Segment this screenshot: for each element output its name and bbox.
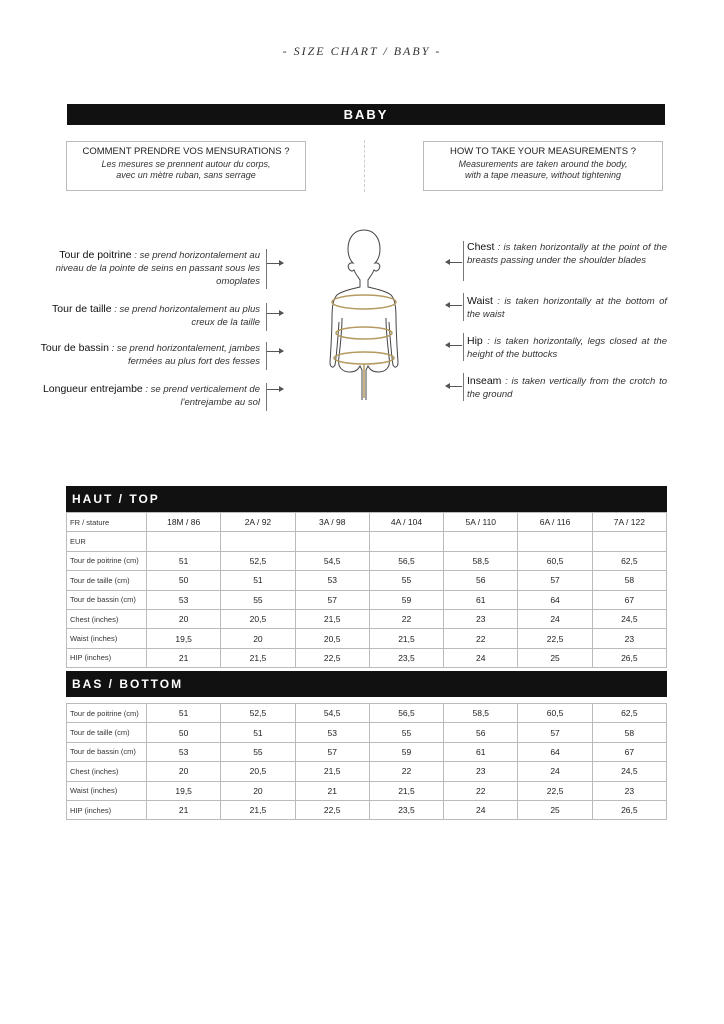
table-cell: 20,5 (295, 629, 369, 648)
connector-line (463, 373, 464, 401)
table-cell: 24,5 (592, 762, 666, 781)
measure-en-desc: : is taken vertically from the crotch to the ground (467, 376, 667, 400)
table-cell: 21 (295, 781, 369, 800)
table-cell: 22 (444, 781, 518, 800)
divider (364, 140, 365, 192)
table-cell (444, 532, 518, 551)
table-cell: 19,5 (147, 629, 221, 648)
column-header: 6A / 116 (518, 513, 592, 532)
howto-box-en (423, 141, 663, 191)
page-title: - SIZE CHART / BABY - (282, 44, 442, 58)
column-header: 5A / 110 (444, 513, 518, 532)
table-cell: 21,5 (221, 648, 295, 667)
table-cell: 67 (592, 590, 666, 609)
measure-en-label: Waist (467, 295, 493, 307)
row-label: HIP (inches) (67, 648, 147, 667)
table-cell: 60,5 (518, 704, 592, 723)
column-header: 3A / 98 (295, 513, 369, 532)
table-cell: 58,5 (444, 551, 518, 570)
table-row-eur (67, 532, 667, 551)
table-cell: 22 (444, 629, 518, 648)
table-cell: 21,5 (369, 629, 443, 648)
measure-en-label: Hip (467, 335, 483, 347)
table-cell: 21,5 (295, 609, 369, 628)
table-row (67, 571, 667, 590)
howto-title-en: HOW TO TAKE YOUR MEASUREMENTS ? (450, 146, 636, 157)
table-cell: 54,5 (295, 704, 369, 723)
table-row (67, 800, 667, 819)
table-cell: 20 (147, 762, 221, 781)
table-cell (518, 532, 592, 551)
arrow-right-icon (267, 389, 283, 390)
table-cell: 54,5 (295, 551, 369, 570)
table-cell: 25 (518, 648, 592, 667)
table-cell: 20,5 (221, 609, 295, 628)
table-cell: 20 (221, 781, 295, 800)
arrow-left-icon (446, 386, 462, 387)
measure-en-label: Inseam (467, 375, 502, 387)
arrow-right-icon (267, 263, 283, 264)
table-cell (221, 532, 295, 551)
row-label: Tour de poitrine (cm) (67, 551, 147, 570)
size-table-bottom (66, 703, 667, 820)
connector-line (266, 383, 267, 411)
measure-en-waist (467, 295, 667, 321)
table-cell: 62,5 (592, 551, 666, 570)
measure-fr-label: Longueur entrejambe (42, 383, 143, 395)
arrow-right-icon (267, 313, 283, 314)
table-cell: 51 (221, 571, 295, 590)
howto-line1-en: Measurements are taken around the body, (458, 159, 628, 169)
connector-line (266, 342, 267, 370)
table-cell: 53 (295, 723, 369, 742)
table-cell: 24 (518, 762, 592, 781)
row-label: Chest (inches) (67, 762, 147, 781)
measure-fr-desc: : se prend horizontalement au plus creux de la taille (111, 304, 260, 328)
table-cell: 21 (147, 648, 221, 667)
measure-en-desc: : is taken horizontally at the point of the breasts passing under the shoulder blades (467, 242, 667, 266)
table-eur-label: EUR (67, 532, 147, 551)
row-label: HIP (inches) (67, 800, 147, 819)
howto-line2-en: with a tape measure, without tightening (464, 170, 622, 180)
arrow-left-icon (446, 262, 462, 263)
measure-fr-label: Tour de poitrine (59, 249, 132, 261)
table-cell: 20,5 (221, 762, 295, 781)
table-cell: 51 (147, 704, 221, 723)
measure-en-label: Chest (467, 241, 495, 253)
table-cell: 59 (369, 742, 443, 761)
table-cell: 57 (518, 723, 592, 742)
measure-fr-inseam (40, 383, 260, 409)
table-cell: 25 (518, 800, 592, 819)
table-cell: 55 (221, 590, 295, 609)
table-header-label: FR / stature (67, 513, 147, 532)
column-header: 18M / 86 (147, 513, 221, 532)
table-cell: 58 (592, 723, 666, 742)
column-header: 2A / 92 (221, 513, 295, 532)
measure-fr-label: Tour de taille (52, 303, 112, 315)
table-row (67, 742, 667, 761)
measure-fr-desc: : se prend horizontalement, jambes fermées au plus fort des fesses (108, 343, 260, 367)
table-cell: 26,5 (592, 800, 666, 819)
measure-fr-chest (40, 249, 260, 288)
table-cell (147, 532, 221, 551)
row-label: Tour de poitrine (cm) (67, 704, 147, 723)
table-cell: 57 (295, 742, 369, 761)
measure-fr-desc: : se prend horizontalement au niveau de la pointe de seins en passant sous les omoplates (55, 250, 260, 287)
row-label: Tour de taille (cm) (67, 571, 147, 590)
table-cell: 52,5 (221, 704, 295, 723)
row-label: Tour de taille (cm) (67, 723, 147, 742)
measure-en-chest (467, 241, 667, 267)
table-cell: 55 (369, 571, 443, 590)
table-cell: 51 (147, 551, 221, 570)
table-cell: 23 (592, 781, 666, 800)
table-cell: 58 (592, 571, 666, 590)
table-row (67, 723, 667, 742)
table-cell (369, 532, 443, 551)
table-cell: 56,5 (369, 551, 443, 570)
table-cell: 58,5 (444, 704, 518, 723)
section-title-top: HAUT / TOP (66, 486, 667, 512)
arrow-right-icon (267, 351, 283, 352)
table-cell: 61 (444, 742, 518, 761)
table-row (67, 704, 667, 723)
table-cell: 19,5 (147, 781, 221, 800)
table-cell: 21,5 (221, 800, 295, 819)
table-cell: 20 (147, 609, 221, 628)
measure-fr-label: Tour de bassin (40, 342, 109, 354)
table-cell: 22,5 (518, 781, 592, 800)
column-header: 7A / 122 (592, 513, 666, 532)
table-cell: 56,5 (369, 704, 443, 723)
measure-en-hip (467, 335, 667, 361)
table-cell: 22,5 (295, 800, 369, 819)
table-cell: 61 (444, 590, 518, 609)
connector-line (463, 241, 464, 281)
table-cell: 50 (147, 723, 221, 742)
table-cell: 64 (518, 742, 592, 761)
table-row (67, 551, 667, 570)
table-cell: 57 (295, 590, 369, 609)
howto-title-fr: COMMENT PRENDRE VOS MENSURATIONS ? (82, 146, 290, 157)
column-header: 4A / 104 (369, 513, 443, 532)
table-cell: 52,5 (221, 551, 295, 570)
row-label: Tour de bassin (cm) (67, 742, 147, 761)
howto-line2-fr: avec un mètre ruban, sans serrage (116, 170, 256, 180)
measure-fr-hip (40, 342, 260, 368)
table-cell: 24 (444, 800, 518, 819)
table-cell: 22,5 (518, 629, 592, 648)
measure-fr-desc: : se prend verticalement de l'entrejambe au sol (142, 384, 260, 408)
howto-line1-fr: Les mesures se prennent autour du corps, (101, 159, 271, 169)
connector-line (463, 333, 464, 361)
measure-en-inseam (467, 375, 667, 401)
table-cell: 23,5 (369, 648, 443, 667)
arrow-left-icon (446, 345, 462, 346)
row-label: Chest (inches) (67, 609, 147, 628)
table-cell: 24 (444, 648, 518, 667)
table-row (67, 781, 667, 800)
baby-banner: BABY (67, 104, 665, 125)
table-cell: 56 (444, 571, 518, 590)
table-cell: 22 (369, 609, 443, 628)
table-cell: 24,5 (592, 609, 666, 628)
table-cell: 23 (444, 609, 518, 628)
table-cell: 55 (221, 742, 295, 761)
table-cell: 67 (592, 742, 666, 761)
child-figure-icon (322, 222, 406, 402)
table-cell: 21 (147, 800, 221, 819)
table-cell: 59 (369, 590, 443, 609)
table-cell: 53 (147, 742, 221, 761)
arrow-left-icon (446, 305, 462, 306)
table-row (67, 609, 667, 628)
table-cell: 62,5 (592, 704, 666, 723)
connector-line (266, 303, 267, 331)
table-cell: 57 (518, 571, 592, 590)
row-label: Waist (inches) (67, 781, 147, 800)
table-cell: 23 (444, 762, 518, 781)
measure-en-desc: : is taken horizontally at the bottom of the waist (467, 296, 667, 320)
table-cell: 22,5 (295, 648, 369, 667)
measure-fr-waist (40, 303, 260, 329)
measure-en-desc: : is taken horizontally, legs closed at the height of the buttocks (467, 336, 667, 360)
table-cell: 24 (518, 609, 592, 628)
table-cell: 53 (295, 571, 369, 590)
table-cell: 21,5 (369, 781, 443, 800)
table-cell (592, 532, 666, 551)
howto-box-fr (66, 141, 306, 191)
table-row-header (67, 513, 667, 532)
table-cell: 22 (369, 762, 443, 781)
table-cell: 56 (444, 723, 518, 742)
table-cell (295, 532, 369, 551)
table-cell: 51 (221, 723, 295, 742)
row-label: Waist (inches) (67, 629, 147, 648)
size-table-top (66, 512, 667, 668)
row-label: Tour de bassin (cm) (67, 590, 147, 609)
table-cell: 60,5 (518, 551, 592, 570)
table-cell: 23 (592, 629, 666, 648)
table-cell: 50 (147, 571, 221, 590)
table-cell: 21,5 (295, 762, 369, 781)
table-row (67, 590, 667, 609)
table-cell: 55 (369, 723, 443, 742)
table-cell: 23,5 (369, 800, 443, 819)
section-title-bottom: BAS / BOTTOM (66, 671, 667, 697)
connector-line (266, 249, 267, 289)
table-row (67, 629, 667, 648)
table-cell: 64 (518, 590, 592, 609)
table-cell: 53 (147, 590, 221, 609)
connector-line (463, 293, 464, 321)
table-row (67, 648, 667, 667)
table-row (67, 762, 667, 781)
table-cell: 26,5 (592, 648, 666, 667)
table-cell: 20 (221, 629, 295, 648)
